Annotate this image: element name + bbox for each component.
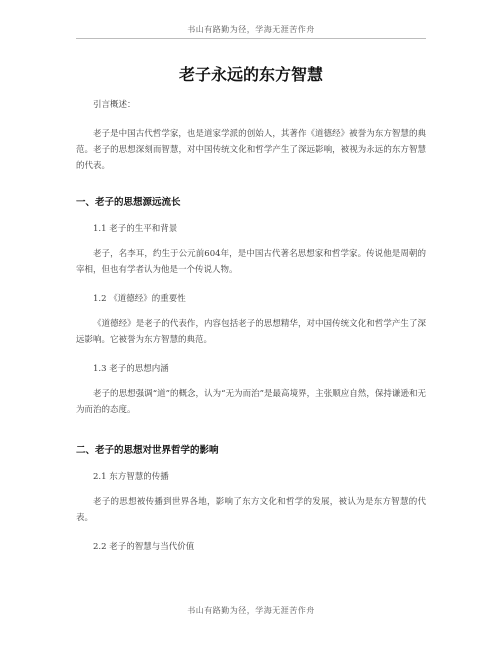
section1-2-heading-block — [76, 292, 426, 306]
section1-2-heading: 1.2 《道德经》的重要性 — [93, 294, 186, 304]
section2-1-paragraph: 老子的思想被传播到世界各地，影响了东方文化和哲学的发展，被认为是东方智慧的代表。 — [76, 497, 426, 523]
intro-paragraph-block — [76, 126, 426, 174]
section1-3-paragraph: 老子的思想强调“道”的概念，认为“无为而治”是最高境界，主张顺应自然，保持谦逊和无为而治的态度。 — [76, 389, 426, 415]
section2-1-paragraph-block — [76, 494, 426, 526]
section1-1-paragraph-block — [76, 246, 426, 278]
section1-2-paragraph-block — [76, 316, 426, 348]
intro-paragraph: 老子是中国古代哲学家，也是道家学派的创始人，其著作《道德经》被誉为东方智慧的典范。老子的思想深刻而智慧，对中国传统文化和哲学产生了深远影响，被视为永远的东方智慧的代表。 — [76, 129, 426, 171]
section1-heading-block — [76, 196, 426, 210]
page-header: 书山有路勤为径，学海无涯苦作舟 — [187, 25, 315, 34]
section1-3-paragraph-block — [76, 386, 426, 418]
document-title: 老子永远的东方智慧 — [178, 65, 323, 84]
section1-2-paragraph: 《道德经》是老子的代表作，内容包括老子的思想精华，对中国传统文化和哲学产生了深远影响。它被誉为东方智慧的典范。 — [76, 319, 426, 345]
section1-1-heading: 1.1 老子的生平和背景 — [93, 224, 178, 234]
header-divider — [76, 38, 426, 39]
page-footer: 书山有路勤为径，学海无涯苦作舟 — [187, 606, 315, 615]
section2-1-heading: 2.1 东方智慧的传播 — [93, 472, 169, 482]
intro-label: 引言概述： — [93, 100, 136, 110]
section2-2-heading: 2.2 老子的智慧与当代价值 — [93, 542, 195, 552]
section2-heading-block — [76, 444, 426, 458]
section2-2-heading-block — [76, 540, 426, 554]
section1-3-heading: 1.3 老子的思想内涵 — [93, 364, 169, 374]
intro-label-block — [76, 98, 426, 112]
section1-3-heading-block — [76, 362, 426, 376]
section2-1-heading-block — [76, 470, 426, 484]
section1-1-heading-block — [76, 222, 426, 236]
section1-heading: 一、老子的思想源远流长 — [76, 197, 181, 208]
section2-heading: 二、老子的思想对世界哲学的影响 — [76, 445, 219, 456]
section1-1-paragraph: 老子，名李耳，约生于公元前604年，是中国古代著名思想家和哲学家。传说他是周朝的宰相，但也有学者认为他是一个传说人物。 — [76, 249, 426, 275]
